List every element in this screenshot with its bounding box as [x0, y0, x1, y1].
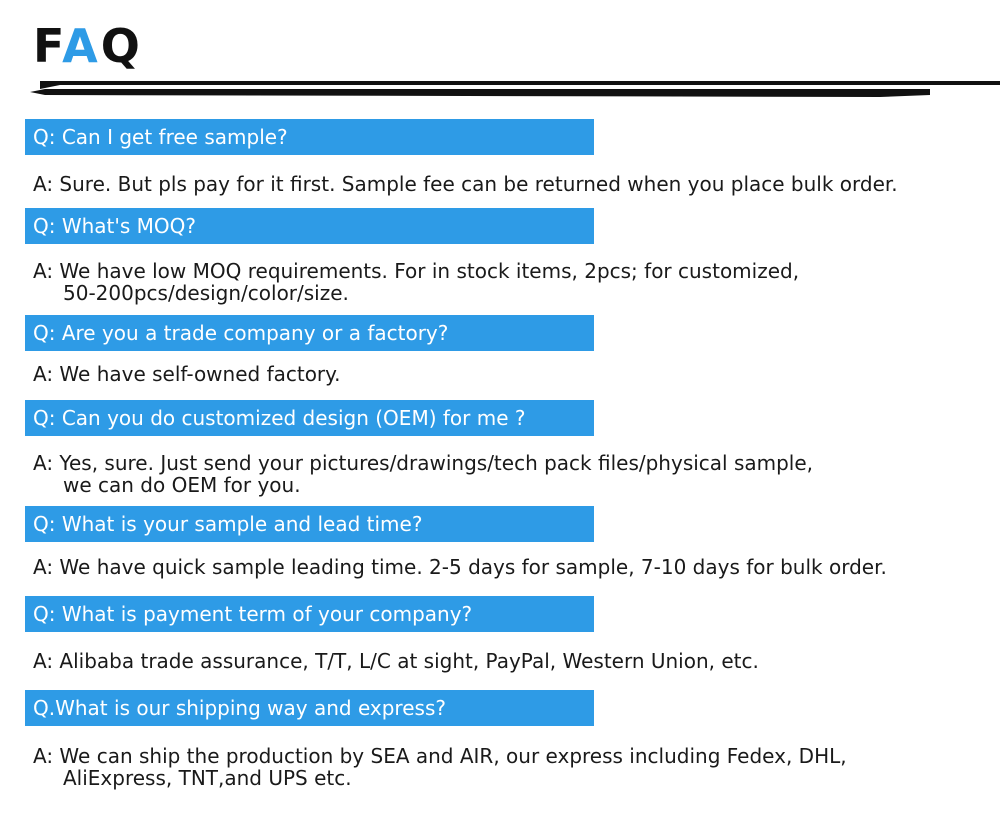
faq-answer	[33, 452, 983, 496]
faq-answer	[33, 650, 983, 672]
faq-answer-line: A: We can ship the production by SEA and AIR, our express including Fedex, DHL,	[33, 744, 847, 768]
faq-question: Q: What is your sample and lead time?	[25, 506, 594, 542]
faq-answer-line: A: We have self-owned factory.	[33, 362, 341, 386]
faq-answer	[33, 260, 983, 304]
faq-question: Q: Can you do customized design (OEM) for me ?	[25, 400, 594, 436]
faq-answer-line: A: Yes, sure. Just send your pictures/drawings/tech pack files/physical sample,	[33, 451, 814, 475]
faq-answer-line: we can do OEM for you.	[63, 473, 301, 497]
faq-answer	[33, 745, 983, 789]
faq-answer-line: A: Alibaba trade assurance, T/T, L/C at sight, PayPal, Western Union, etc.	[33, 649, 759, 673]
header-divider	[0, 76, 1000, 112]
faq-answer	[33, 556, 983, 578]
faq-answer-line: A: We have quick sample leading time. 2-5 days for sample, 7-10 days for bulk order.	[33, 555, 887, 579]
faq-answer	[33, 173, 983, 195]
faq-answer-line: 50-200pcs/design/color/size.	[63, 281, 349, 305]
faq-question: Q: What is payment term of your company?	[25, 596, 594, 632]
faq-answer-line: A: Sure. But pls pay for it first. Sample fee can be returned when you place bulk order.	[33, 172, 898, 196]
faq-answer	[33, 363, 983, 385]
faq-question: Q.What is our shipping way and express?	[25, 690, 594, 726]
faq-question: Q: Can I get free sample?	[25, 119, 594, 155]
faq-answer-line: A: We have low MOQ requirements. For in stock items, 2pcs; for customized,	[33, 259, 800, 283]
faq-question: Q: Are you a trade company or a factory?	[25, 315, 594, 351]
faq-question: Q: What's MOQ?	[25, 208, 594, 244]
page-title: FAQ	[33, 19, 143, 73]
faq-answer-line: AliExpress, TNT,and UPS etc.	[63, 766, 352, 790]
